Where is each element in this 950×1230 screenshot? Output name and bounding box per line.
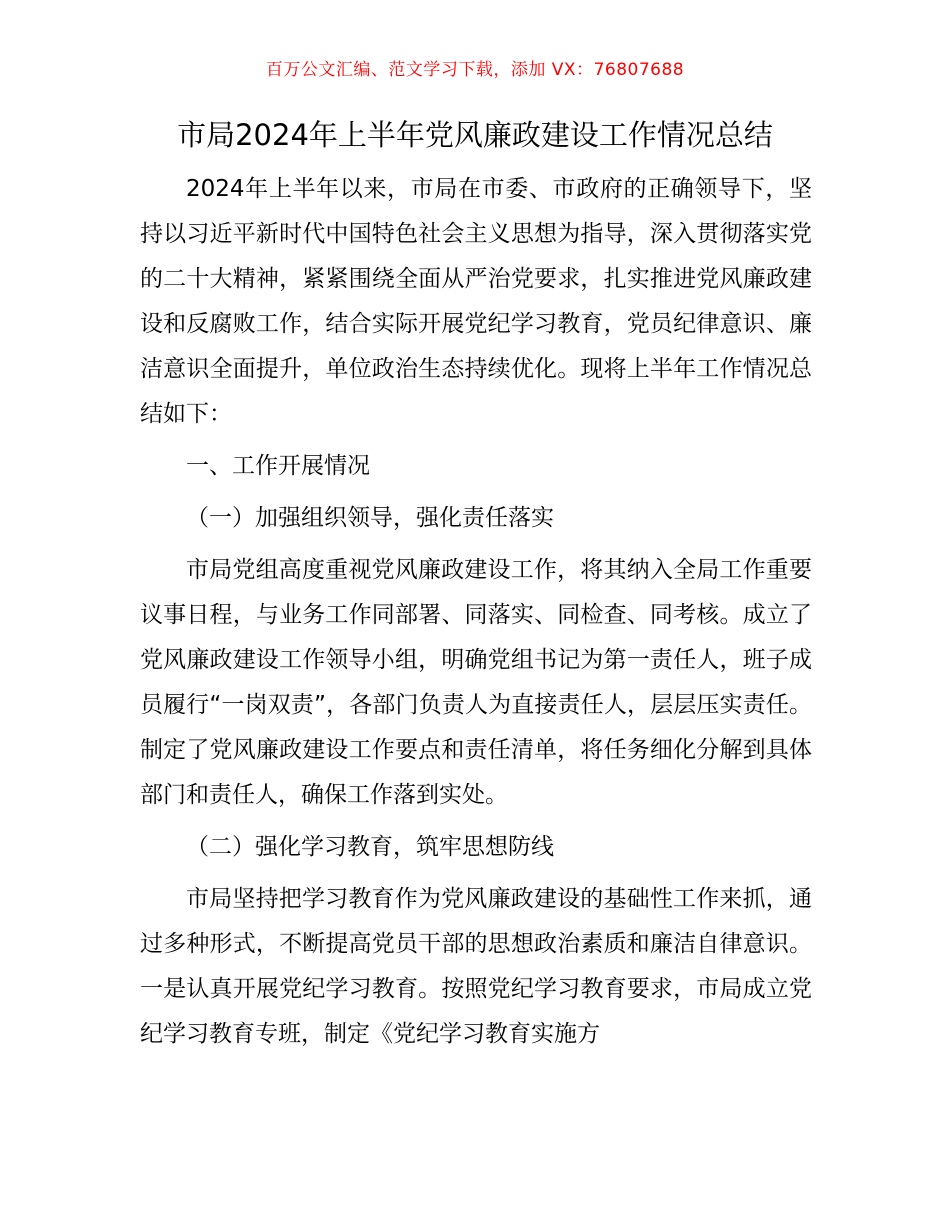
paragraph-2: 市局坚持把学习教育作为党风廉政建设的基础性工作来抓，通过多种形式，不断提高党员干部的思想政治素质和廉洁自律意识。一是认真开展党纪学习教育。按照党纪学习教育要求，市局成立党纪学习教育专班，制定《党纪学习教育实施方 [140,886,812,1047]
document-body [140,167,812,1057]
paragraph-intro: 2024年上半年以来，市局在市委、市政府的正确领导下，坚持以习近平新时代中国特色社会主义思想为指导，深入贯彻落实党的二十大精神，紧紧围绕全面从严治党要求，扎实推进党风廉政建设和反腐败工作，结合实际开展党纪学习教育，党员纪律意识、廉洁意识全面提升，单位政治生态持续优化。现将上半年工作情况总结如下： [140,176,812,427]
subsection-heading-1: （一）加强组织领导，强化责任落实 [186,505,554,531]
paragraph-1: 市局党组高度重视党风廉政建设工作，将其纳入全局工作重要议事日程，与业务工作同部署、同落实、同检查、同考核。成立了党风廉政建设工作领导小组，明确党组书记为第一责任人，班子成员履行“一岗双责”，各部门负责人为直接责任人，层层压实责任。制定了党风廉政建设工作要点和责任清单，将任务细化分解到具体部门和责任人，确保工作落到实处。 [140,557,812,808]
header-note: 百万公文汇编、范文学习下载，添加 VX：76807688 [265,60,685,80]
subsection-heading-2: （二）强化学习教育，筑牢思想防线 [186,834,554,860]
document-title: 市局2024年上半年党风廉政建设工作情况总结 [177,118,773,152]
section-heading: 一、工作开展情况 [186,453,370,479]
